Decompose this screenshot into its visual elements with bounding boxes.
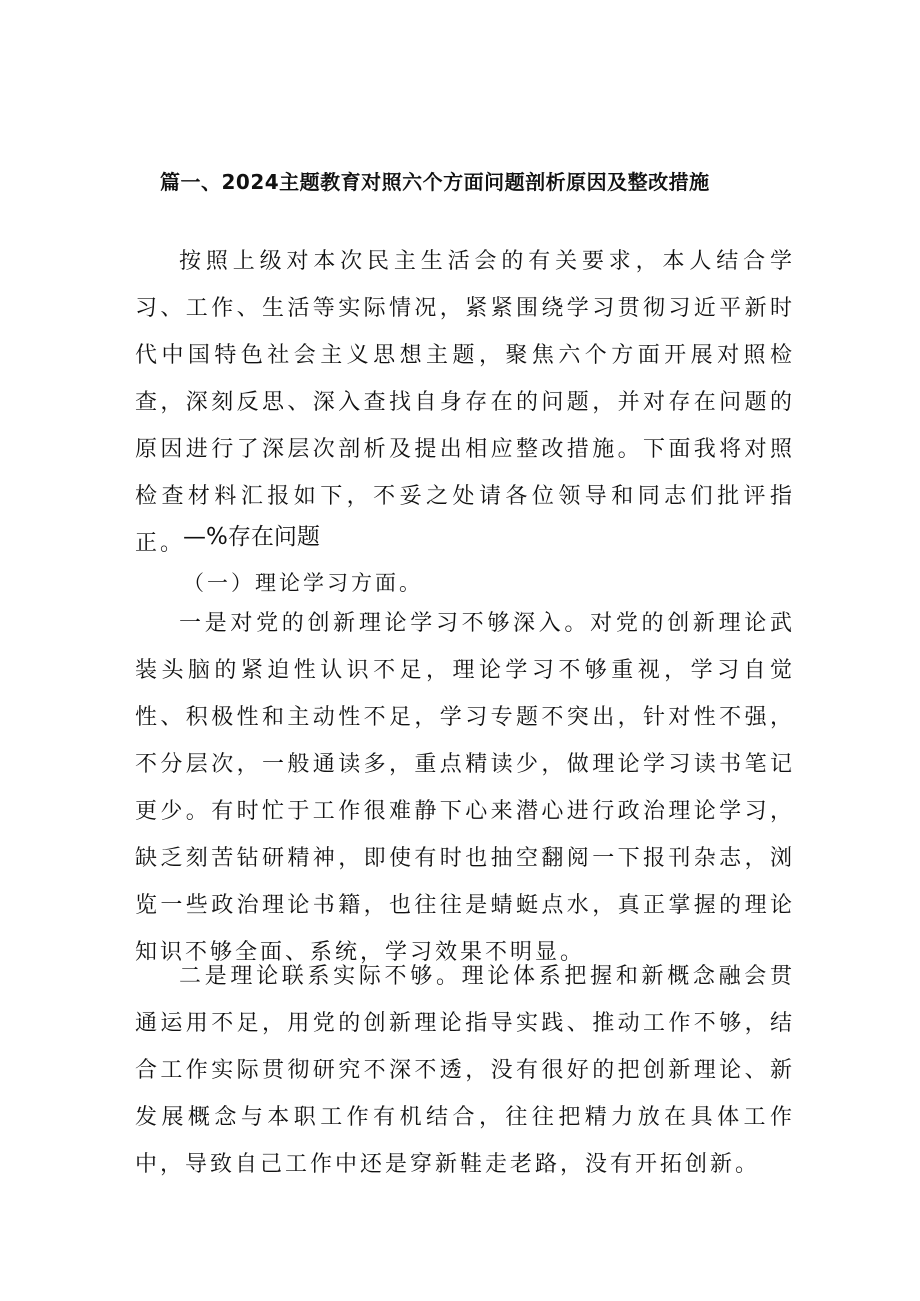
body-paragraph: 二是理论联系实际不够。理论体系把握和新概念融会贯通运用不足，用党的创新理论指导实践、推动工作不够，结合工作实际贯彻研究不深不透，没有很好的把创新理论、新发展概念与本职工作有机结合，往往把精力放在具体工作中，导致自己工作中还是穿新鞋走老路，没有开拓创新。	[135, 964, 795, 1177]
subsection-heading: （一）理论学习方面。	[183, 571, 423, 595]
section-heading: —%存在问题	[183, 524, 320, 550]
intro-paragraph: 按照上级对本次民主生活会的有关要求，本人结合学习、工作、生活等实际情况，紧紧围绕学习贯彻习近平新时代中国特色社会主义思想主题，聚焦六个方面开展对照检查，深刻反思、深入查找自身存在的问题，并对存在问题的原因进行了深层次剖析及提出相应整改措施。下面我将对照检查材料汇报如下，不妥之处请各位领导和同志们批评指正。	[135, 249, 795, 556]
body-paragraph: 一是对党的创新理论学习不够深入。对党的创新理论武装头脑的紧迫性认识不足，理论学习不够重视，学习自觉性、积极性和主动性不足，学习专题不突出，针对性不强，不分层次，一般通读多，重点精读少，做理论学习读书笔记更少。有时忙于工作很难静下心来潜心进行政治理论学习，缺乏刻苦钻研精神，即使有时也抽空翻阅一下报刊杂志，浏览一些政治理论书籍，也往往是蜻蜓点水，真正掌握的理论知识不够全面、系统，学习效果不明显。	[135, 611, 795, 965]
document-title: 篇一、2024主题教育对照六个方面问题剖析原因及整改措施	[160, 170, 710, 194]
